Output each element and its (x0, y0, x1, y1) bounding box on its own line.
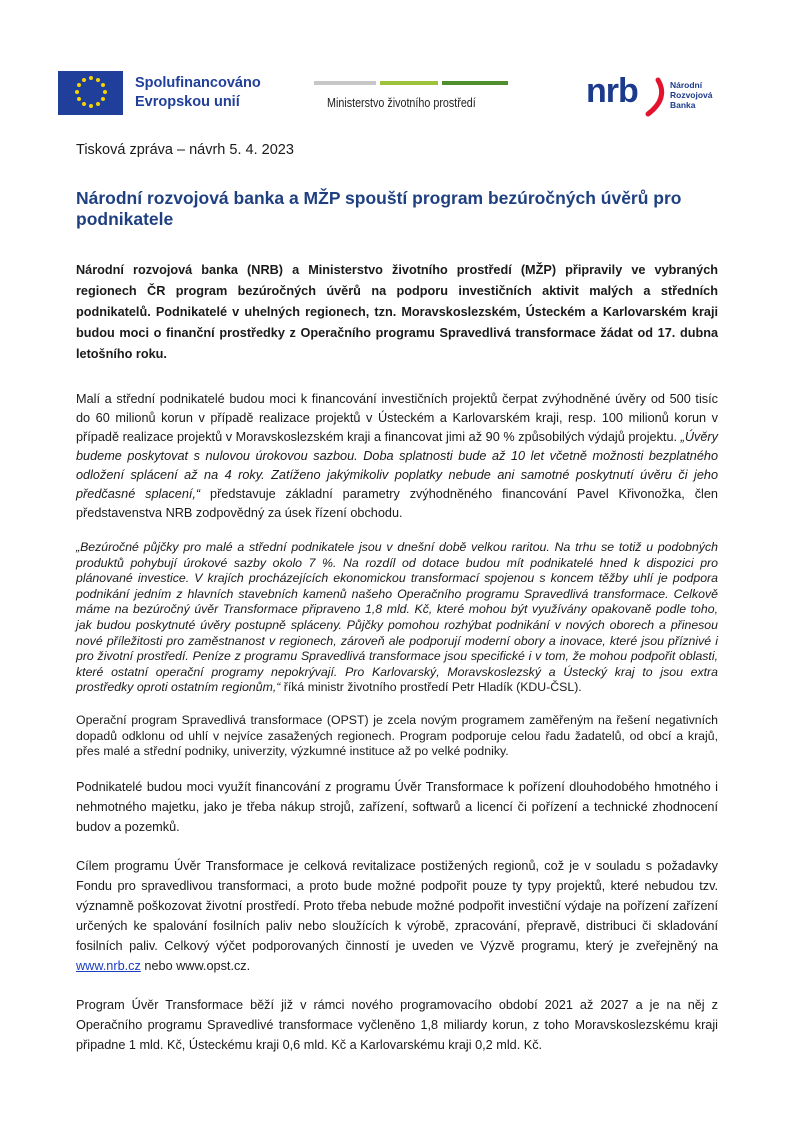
nrb-website-link[interactable]: www.nrb.cz (76, 958, 141, 973)
nrb-logo-line1: Národní (670, 80, 703, 90)
page-title: Národní rozvojová banka a MŽP spouští program bezúročných úvěrů pro podnikatele (76, 188, 682, 229)
mzp-logo-text: Ministerstvo životního prostředí (327, 96, 476, 110)
paragraph-eligible-assets: Podnikatelé budou moci využít financování z programu Úvěr Transformace k pořízení dlouhodobého hmotného i nehmotného majetku, jako je třeba nákup strojů, zařízení, softwarů a licencí či pořízení a technické zhodnocení budov a pozemků. (76, 779, 718, 834)
eu-flag-icon (58, 71, 123, 115)
eu-logo-line1: Spolufinancováno (135, 75, 261, 91)
minister-quote (76, 540, 718, 696)
press-release-body (76, 138, 718, 1055)
paragraph-program-goal-text: Cílem programu Úvěr Transformace je celková revitalizace postižených regionů, což je v souladu s požadavky Fondu pro spravedlivou transformaci, a proto bude možné podpořit pouze ty typy projektů, které nebudou tzv. významně poškozovat životní prostředí. Proto třeba nebude možné podpořit investiční výdaje na pořízení zařízení určených ke spalování fosilních paliv nebo sloužících k výrobě, zpracování, přepravě, distribuci či skladování fosilních paliv. Celkový výčet podporovaných činností je uveden ve Výzvě programu, který je zveřejněný na (76, 858, 718, 953)
mzp-logo (314, 81, 510, 110)
nrb-logo-letters: nrb (586, 72, 638, 110)
paragraph-opst: Operační program Spravedlivá transformace (OPST) je zcela novým programem zaměřeným na řešení negativních dopadů odklonu od uhlí v nejvíce zasažených regionech. Program podporuje celou řadu žadatelů, od obcí a krajů, přes malé a střední podniky, univerzity, výzkumné instituce až po velké podniky. (76, 712, 718, 759)
paragraph-financing-quote: „Úvěry budeme poskytovat s nulovou úrokovou sazbou. Doba splatnosti bude až 10 let včetně možnosti bezplatného odložení splácení až na 4 roky. Zatíženo jakýmikoliv poplatky nebude ani samotné poskytnutí úvěru či jeho předčasné splacení,“ (76, 430, 718, 501)
minister-quote-text: „Bezúročné půjčky pro malé a střední podnikatele jsou v dnešní době velkou raritou. Na trhu se totiž u podobných produktů pohybují úrokové sazby okolo 7 %. Na rozdíl od dotace budou mít podnikatelé hned k dispozici pro plánované investice. V krajích procházejících ekonomickou transformací spojenou s koncem těžby uhlí je podpora podnikání jedním z hlavních stavebních kamenů našeho Operačního programu Spravedlivá transformace. Celkově máme na bezúročný úvěr Transformace připraveno 1,8 mld. Kč, které mohou být využívány opakovaně podle toho, jak budou poskytnuté úvěry postupně spláceny. Půjčky pomohou rozhýbat podnikání v nových oborech a přinesou nové příležitosti pro zaměstnanost v regionech, zároveň ale podporují moderní obory a inovace, které jsou příznivé i pro životní prostředí. Peníze z programu Spravedlivá transformace jsou specifické i v tom, že mohou podpořit oblasti, které ostatní operační programy nepokrývají. Pro Karlovarský, Moravskoslezský a Ústecký kraj to jsou extra prostředky oproti ostatním regionům,“ (76, 540, 718, 695)
lead-paragraph: Národní rozvojová banka (NRB) a Ministerstvo životního prostředí (MŽP) připravily ve vybraných regionech ČR program bezúročných úvěrů na podporu investičních aktivit malých a středních podnikatelů. Podnikatelé v uhelných regionech, tzn. Moravskoslezském, Ústeckém a Karlovarském kraji budou moci o finanční prostředky z Operačního programu Spravedlivá transformace žádat od 17. dubna letošního roku. (76, 263, 718, 361)
paragraph-program-goal (76, 856, 718, 976)
paragraph-financing (76, 390, 718, 523)
nrb-logo-line3: Banka (670, 100, 696, 110)
paragraph-financing-text: Malí a střední podnikatelé budou moci k financování investičních projektů čerpat zvýhodněné úvěry od 500 tisíc do 60 milionů korun v případě realizace projektů v Ústeckém a Karlovarském kraji, resp. 100 milionů korun v případě realizace projektů v Moravskoslezském kraji a financovat jimi až 90 % způsobilých výdajů projektu. (76, 392, 718, 444)
nrb-logo-line2: Rozvojová (670, 90, 713, 100)
eu-cofunding-logo (58, 71, 261, 115)
paragraph-program-goal-end: nebo www.opst.cz. (140, 958, 251, 973)
page-header (0, 0, 794, 130)
nrb-logo-subtitle (670, 80, 713, 110)
mzp-logo-bars (314, 81, 510, 85)
eu-logo-line2: Evropskou unií (135, 94, 240, 110)
paragraph-budget: Program Úvěr Transformace běží již v rámci nového programovacího období 2021 až 2027 a je na něj z Operačního programu Spravedlivé transformace vyčleněno 1,8 miliardy korun, z toho Moravskoslezskému kraji připadne 1 mld. Kč, Ústeckému kraji 0,6 mld. Kč a Karlovarskému kraji 0,2 mld. Kč. (76, 997, 718, 1052)
eu-logo-text (135, 74, 261, 112)
dateline: Tisková zpráva – návrh 5. 4. 2023 (76, 142, 294, 158)
paragraph-financing-attribution: představuje základní parametry zvýhodněného financování Pavel Křivonožka, člen představenstva NRB zodpovědný za úsek řízení obchodu. (76, 487, 718, 520)
minister-quote-attribution: říká ministr životního prostředí Petr Hladík (KDU-ČSL). (280, 680, 582, 695)
